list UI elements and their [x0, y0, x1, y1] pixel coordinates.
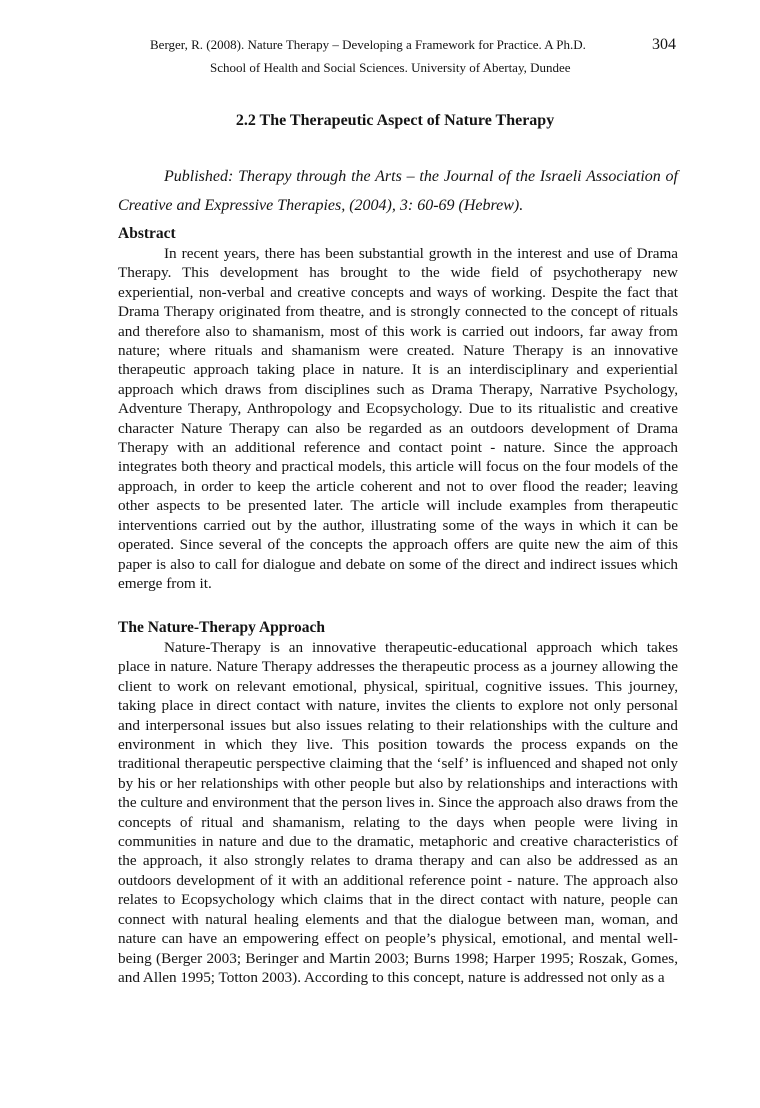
abstract-paragraph: In recent years, there has been substantial growth in the interest and use of Drama Therapy. This development has brought to the wide field of psychotherapy new experiential, non-verbal and creative concepts and ways of working. Despite the fact that Drama Therapy originated from theatre, and is strongly connected to the concept of rituals and therefore also to shamanism, most of this work is carried out indoors, far away from nature; where rituals and shamanism were created. Nature Therapy is an innovative therapeutic approach taking place in nature. It is an interdisciplinary and experiential approach which draws from disciplines such as Drama Therapy, Narrative Psychology, Adventure Therapy, Anthropology and Ecopsychology. Due to its ritualistic and creative character Nature Therapy can also be regarded as an outdoors development of Drama Therapy with an additional reference and contact point - nature. Since the approach integrates both theory and practical models, this article will focus on the four models of the approach, in order to keep the article coherent and not to over flood the reader; leaving other aspects to be presented later. The article will include examples from therapeutic interventions carried out by the author, illustrating some of the ways in which it can be operated. Since several of the concepts the approach offers are quite new the aim of this paper is also to call for dialogue and debate on some of the direct and indirect issues which emerge from it. — [118, 245, 678, 592]
running-header — [150, 33, 680, 79]
page-number: 304 — [652, 36, 676, 53]
section-title: 2.2 The Therapeutic Aspect of Nature Therapy — [235, 112, 555, 129]
approach-section — [118, 618, 678, 987]
publication-note: Published: Therapy through the Arts – the Journal of the Israeli Association of Creative and Expressive Therapies, (2004), 3: 60-69 (Hebrew). — [118, 168, 678, 214]
header-citation-line-2: School of Health and Social Sciences. University of Abertay, Dundee — [210, 60, 571, 75]
abstract-section — [118, 224, 678, 593]
abstract-heading: Abstract — [118, 225, 176, 242]
approach-heading: The Nature-Therapy Approach — [118, 619, 325, 636]
header-citation-line-1 — [150, 33, 680, 56]
header-citation-text-1: Berger, R. (2008). Nature Therapy – Developing a Framework for Practice. A Ph.D. — [150, 37, 586, 52]
approach-paragraph: Nature-Therapy is an innovative therapeutic-educational approach which takes place in nature. Nature Therapy addresses the therapeutic process as a journey allowing the client to work on relevant emotional, physical, spiritual, cognitive issues. This journey, taking place in direct contact with nature, invites the clients to explore not only personal and interpersonal issues but also issues relating to their relationships with the culture and environment in which they live. This position towards the process expands on the traditional therapeutic perspective claiming that the ‘self’ is influenced and shaped not only by his or her relationships with other people but also by relationships and interactions with the culture and environment that the person lives in. Since the approach also draws from the concepts of ritual and shamanism, relating to the days when people were living in communities in nature and due to the dramatic, metaphoric and creative characteristics of the approach, it also strongly relates to drama therapy and can also be addressed as an outdoors development of it with an additional reference point - nature. The approach also relates to Ecopsychology which claims that in the direct contact with nature, people can connect with natural healing elements and that the dialogue between man, woman, and nature can have an empowering effect on people’s physical, emotional, and mental well-being (Berger 2003; Beringer and Martin 2003; Burns 1998; Harper 1995; Roszak, Gomes, and Allen 1995; Totton 2003). According to this concept, nature is addressed not only as a — [118, 639, 678, 986]
